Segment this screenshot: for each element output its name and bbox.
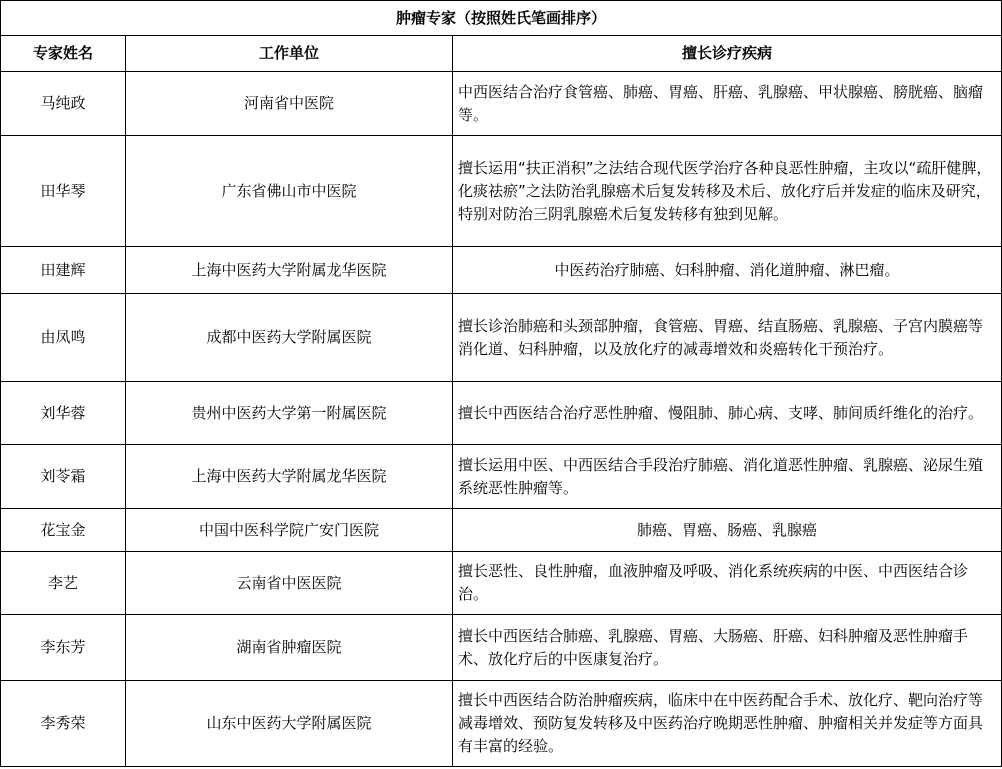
expert-specialty: 肺癌、胃癌、肠癌、乳腺癌 (453, 509, 1002, 552)
expert-unit: 山东中医药大学附属医院 (126, 681, 453, 767)
title-row (1, 1, 1002, 36)
expert-name: 李秀荣 (1, 681, 126, 767)
expert-specialty: 擅长运用“扶正消积”之法结合现代医学治疗各种良恶性肿瘤，主攻以“疏肝健脾，化痰祛瘀”之法防治乳腺癌术后复发转移及术后、放化疗后并发症的临床及研究，特别对防治三阴乳腺癌术后复发转移有独到见解。 (453, 136, 1002, 247)
expert-name: 花宝金 (1, 509, 126, 552)
table-row (1, 382, 1002, 445)
expert-name: 刘苓霜 (1, 445, 126, 509)
table-row (1, 247, 1002, 294)
table-row (1, 136, 1002, 247)
table-row (1, 445, 1002, 509)
header-unit: 工作单位 (126, 36, 453, 72)
expert-unit: 云南省中医医院 (126, 552, 453, 615)
expert-name: 由凤鸣 (1, 294, 126, 382)
expert-specialty: 中西医结合治疗食管癌、肺癌、胃癌、肝癌、乳腺癌、甲状腺癌、膀胱癌、脑瘤等。 (453, 72, 1002, 136)
expert-name: 李东芳 (1, 615, 126, 681)
expert-unit: 河南省中医院 (126, 72, 453, 136)
expert-name: 田华琴 (1, 136, 126, 247)
header-name: 专家姓名 (1, 36, 126, 72)
expert-specialty: 擅长恶性、良性肿瘤，血液肿瘤及呼吸、消化系统疾病的中医、中西医结合诊治。 (453, 552, 1002, 615)
expert-name: 李艺 (1, 552, 126, 615)
expert-specialty: 擅长中西医结合防治肿瘤疾病，临床中在中医药配合手术、放化疗、靶向治疗等减毒增效、预防复发转移及中医药治疗晚期恶性肿瘤、肿瘤相关并发症等方面具有丰富的经验。 (453, 681, 1002, 767)
expert-name: 马纯政 (1, 72, 126, 136)
header-row (1, 36, 1002, 72)
table-row (1, 552, 1002, 615)
expert-unit: 广东省佛山市中医院 (126, 136, 453, 247)
table-row (1, 509, 1002, 552)
table-row (1, 294, 1002, 382)
expert-unit: 成都中医药大学附属医院 (126, 294, 453, 382)
expert-specialty: 擅长中西医结合肺癌、乳腺癌、胃癌、大肠癌、肝癌、妇科肿瘤及恶性肿瘤手术、放化疗后的中医康复治疗。 (453, 615, 1002, 681)
table-row (1, 72, 1002, 136)
expert-unit: 中国中医科学院广安门医院 (126, 509, 453, 552)
expert-specialty: 擅长诊治肺癌和头颈部肿瘤，食管癌、胃癌、结直肠癌、乳腺癌、子宫内膜癌等消化道、妇科肿瘤，以及放化疗的减毒增效和炎癌转化干预治疗。 (453, 294, 1002, 382)
expert-unit: 湖南省肿瘤医院 (126, 615, 453, 681)
expert-unit: 上海中医药大学附属龙华医院 (126, 445, 453, 509)
expert-specialty: 中医药治疗肺癌、妇科肿瘤、消化道肿瘤、淋巴瘤。 (453, 247, 1002, 294)
expert-name: 田建辉 (1, 247, 126, 294)
table-title: 肿瘤专家（按照姓氏笔画排序） (1, 1, 1002, 36)
expert-unit: 贵州中医药大学第一附属医院 (126, 382, 453, 445)
expert-specialty: 擅长中西医结合治疗恶性肿瘤、慢阻肺、肺心病、支哮、肺间质纤维化的治疗。 (453, 382, 1002, 445)
table-row (1, 681, 1002, 767)
expert-name: 刘华蓉 (1, 382, 126, 445)
expert-unit: 上海中医药大学附属龙华医院 (126, 247, 453, 294)
table-row (1, 615, 1002, 681)
header-specialty: 擅长诊疗疾病 (453, 36, 1002, 72)
expert-specialty: 擅长运用中医、中西医结合手段治疗肺癌、消化道恶性肿瘤、乳腺癌、泌尿生殖系统恶性肿瘤等。 (453, 445, 1002, 509)
